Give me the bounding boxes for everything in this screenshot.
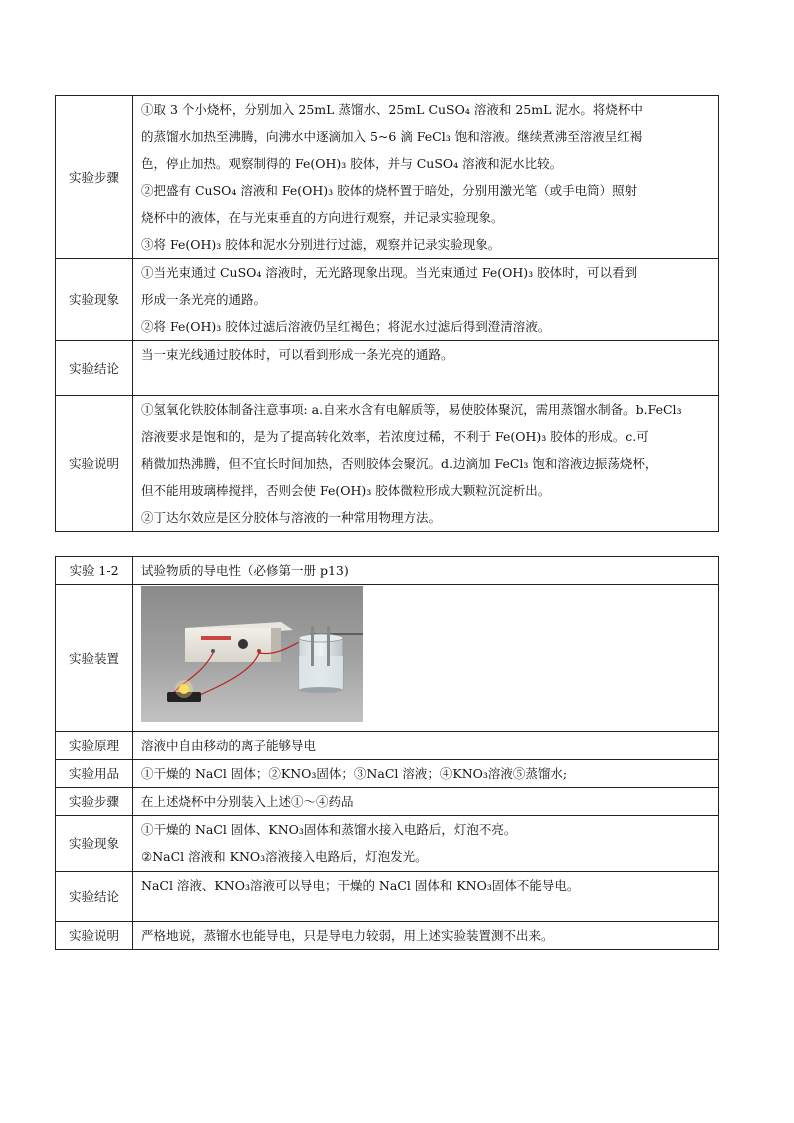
notes-line: 溶液要求是饱和的，是为了提高转化效率，若浓度过稀，不利于 Fe(OH)₃ 胶体的形成。c.可 (141, 429, 649, 444)
conclusion2-content: NaCl 溶液、KNO₃溶液可以导电；干燥的 NaCl 固体和 KNO₃固体不能导电。 (133, 872, 719, 922)
phenomena-label: 实验现象 (56, 259, 133, 341)
experiment-title: 试验物质的导电性（必修第一册 p13) (133, 557, 719, 585)
supplies-row (56, 760, 719, 788)
steps-line: ①取 3 个小烧杯，分别加入 25mL 蒸馏水、25mL CuSO₄ 溶液和 25mL 泥水。将烧杯中 (141, 102, 643, 117)
apparatus-content (133, 585, 719, 732)
notes-row (56, 396, 719, 532)
notes2-row (56, 922, 719, 950)
notes-line: 但不能用玻璃棒搅拌，否则会使 Fe(OH)₃ 胶体微粒形成大颗粒沉淀析出。 (141, 483, 551, 498)
steps-line: ③将 Fe(OH)₃ 胶体和泥水分别进行过滤，观察并记录实验现象。 (141, 237, 501, 252)
apparatus-label: 实验装置 (56, 585, 133, 732)
phenomena-line: 形成一条光亮的通路。 (141, 292, 267, 307)
conclusion-content: 当一束光线通过胶体时，可以看到形成一条光亮的通路。 (133, 341, 719, 396)
phenomena-row (56, 259, 719, 341)
notes-line: ①氢氧化铁胶体制备注意事项: a.自来水含有电解质等，易使胶体聚沉，需用蒸馏水制备。b.FeCl₃ (141, 402, 682, 417)
notes2-label: 实验说明 (56, 922, 133, 950)
conductivity-experiment-table (55, 556, 719, 950)
principle-label: 实验原理 (56, 732, 133, 760)
steps-label: 实验步骤 (56, 96, 133, 259)
apparatus-row (56, 585, 719, 732)
notes2-content: 严格地说，蒸镏水也能导电，只是导电力较弱，用上述实验装置测不出来。 (133, 922, 719, 950)
phenomena2-label: 实验现象 (56, 816, 133, 872)
steps-line: 色，停止加热。观察制得的 Fe(OH)₃ 胶体，并与 CuSO₄ 溶液和泥水比较。 (141, 156, 563, 171)
phenomena2-line: ②NaCl 溶液和 KNO₃溶液接入电路后，灯泡发光。 (141, 849, 428, 864)
phenomena2-line: ①干燥的 NaCl 固体、KNO₃固体和蒸馏水接入电路后，灯泡不亮。 (141, 822, 517, 837)
steps-line: ②把盛有 CuSO₄ 溶液和 Fe(OH)₃ 胶体的烧杯置于暗处，分别用激光笔（或手电筒）照射 (141, 183, 638, 198)
principle-content: 溶液中自由移动的离子能够导电 (133, 732, 719, 760)
steps2-content: 在上述烧杯中分别装入上述①～④药品 (133, 788, 719, 816)
steps-line: 烧杯中的液体，在与光束垂直的方向进行观察，并记录实验现象。 (141, 210, 504, 225)
supplies-label: 实验用品 (56, 760, 133, 788)
experiment-number: 实验 1-2 (56, 557, 133, 585)
steps2-label: 实验步骤 (56, 788, 133, 816)
phenomena-line: ①当光束通过 CuSO₄ 溶液时，无光路现象出现。当光束通过 Fe(OH)₃ 胶体时，可以看到 (141, 265, 638, 280)
conclusion-label: 实验结论 (56, 341, 133, 396)
colloid-experiment-table (55, 95, 719, 532)
phenomena2-content (133, 816, 719, 872)
phenomena2-row (56, 816, 719, 872)
notes-content (133, 396, 719, 532)
phenomena-line: ②将 Fe(OH)₃ 胶体过滤后溶液仍呈红褐色；将泥水过滤后得到澄清溶液。 (141, 319, 551, 334)
steps-line: 的蒸馏水加热至沸腾，向沸水中逐滴加入 5~6 滴 FeCl₃ 饱和溶液。继续煮沸至溶液呈红褐 (141, 129, 643, 144)
steps-row (56, 96, 719, 259)
phenomena-content (133, 259, 719, 341)
supplies-content: ①干燥的 NaCl 固体；②KNO₃固体；③NaCl 溶液；④KNO₃溶液⑤蒸馏水; (133, 760, 719, 788)
steps-content (133, 96, 719, 259)
notes-line: 稍微加热沸腾，但不宜长时间加热，否则胶体会聚沉。d.边滴加 FeCl₃ 饱和溶液边振荡烧杯， (141, 456, 658, 471)
conclusion2-row (56, 872, 719, 922)
notes-label: 实验说明 (56, 396, 133, 532)
principle-row (56, 732, 719, 760)
conclusion2-label: 实验结论 (56, 872, 133, 922)
steps2-row (56, 788, 719, 816)
notes-line: ②丁达尔效应是区分胶体与溶液的一种常用物理方法。 (141, 510, 442, 525)
apparatus-photo (141, 586, 363, 722)
header-row (56, 557, 719, 585)
conclusion-row (56, 341, 719, 396)
